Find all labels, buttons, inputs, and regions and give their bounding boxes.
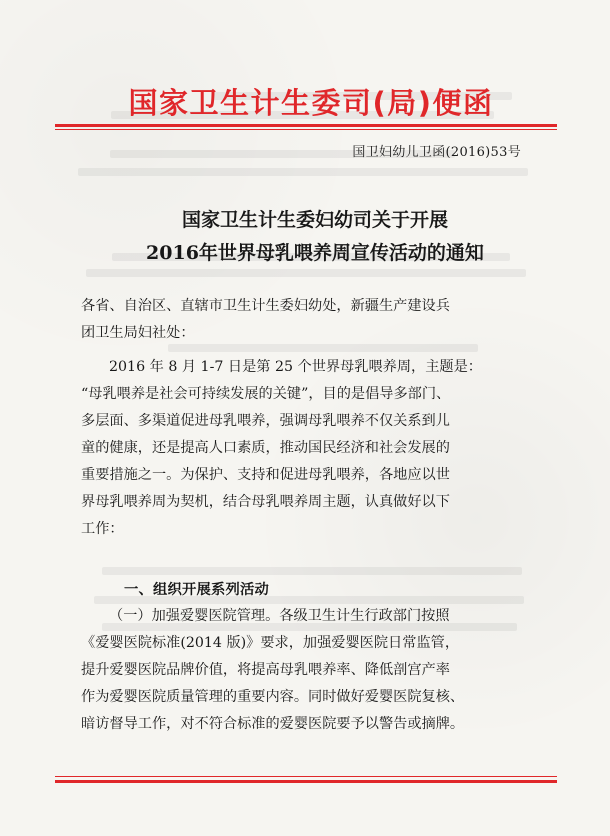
letterhead-title: 国家卫生计生委司(局)便函 <box>128 86 494 120</box>
addressee-line-1: 各省、自治区、直辖市卫生计生委妇幼处，新疆生产建设兵 <box>81 298 450 314</box>
main-paragraph-line-5: 重要措施之一。为保护、支持和促进母乳喂养，各地应以世 <box>81 467 450 483</box>
document-number: 国卫妇幼儿卫函(2016)53号 <box>352 145 521 160</box>
bottom-red-rule-thin <box>55 776 557 777</box>
subsection-line-3: 提升爱婴医院品牌价值，将提高母乳喂养率、降低剖宫产率 <box>81 662 450 678</box>
main-paragraph-line-3: 多层面、多渠道促进母乳喂养，强调母乳喂养不仅关系到儿 <box>81 413 450 429</box>
main-paragraph <box>81 354 526 543</box>
subsection-line-1 <box>81 603 526 630</box>
bleedthrough-line <box>78 168 528 176</box>
bottom-red-rule-thick <box>55 780 557 783</box>
main-paragraph-line-4: 童的健康，还是提高人口素质，推动国民经济和社会发展的 <box>81 440 450 456</box>
main-paragraph-line-7: 工作： <box>81 521 124 537</box>
top-red-rule-thin <box>55 129 557 130</box>
document-title-line-1: 国家卫生计生委妇幼司关于开展 <box>181 209 448 231</box>
addressee-line-2: 团卫生局妇社处： <box>81 325 195 341</box>
bleedthrough-line <box>86 269 526 277</box>
subsection-line-2: 《爱婴医院标准(2014 版)》要求，加强爱婴医院日常监管， <box>81 635 460 651</box>
addressee-block <box>81 293 526 347</box>
subsection-line-1-text: （一）加强爱婴医院管理。各级卫生计生行政部门按照 <box>109 608 450 624</box>
document-title <box>60 204 570 270</box>
document-title-line-2: 2016年世界母乳喂养周宣传活动的通知 <box>146 242 484 264</box>
subsection-line-5: 暗访督导工作，对不符合标准的爱婴医院要予以警告或摘牌。 <box>81 716 465 732</box>
top-red-rule-thick <box>55 124 557 127</box>
main-paragraph-line-1-text: 2016 年 8 月 1-7 日是第 25 个世界母乳喂养周，主题是： <box>109 359 482 375</box>
main-paragraph-line-2: “母乳喂养是社会可持续发展的关键”，目的是倡导多部门、 <box>81 386 451 402</box>
subsection-paragraph <box>81 603 526 738</box>
section-heading: 一、组织开展系列活动 <box>124 582 269 598</box>
bleedthrough-line <box>102 567 522 575</box>
main-paragraph-line-6: 界母乳喂养周为契机，结合母乳喂养周主题，认真做好以下 <box>81 494 450 510</box>
main-paragraph-line-1 <box>81 354 526 381</box>
subsection-line-4: 作为爱婴医院质量管理的重要内容。同时做好爱婴医院复核、 <box>81 689 465 705</box>
